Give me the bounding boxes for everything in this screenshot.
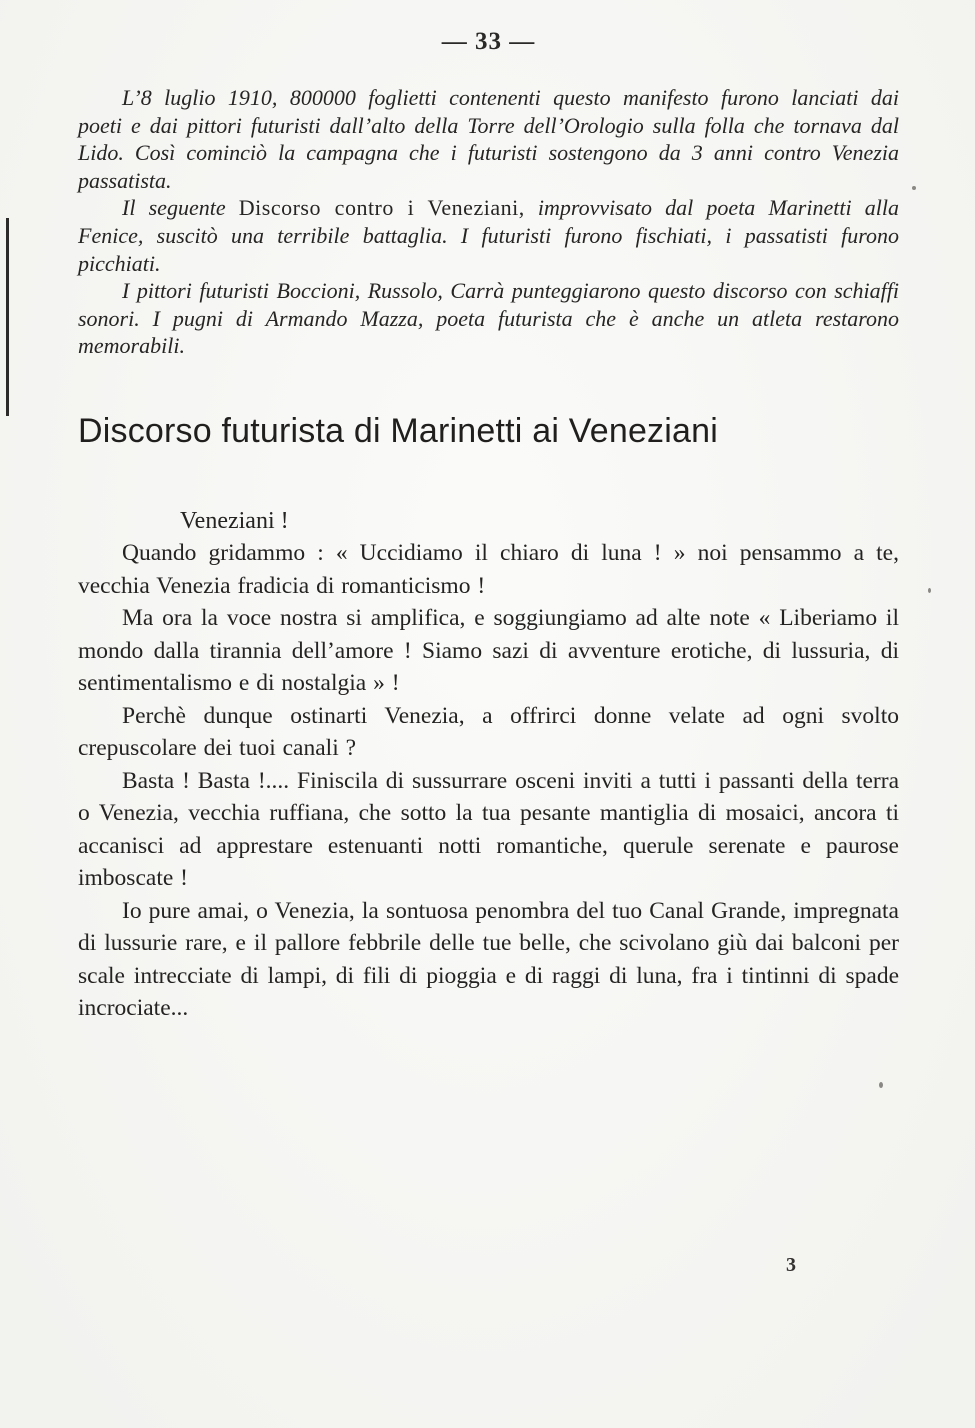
intro-paragraph-2-roman: Discorso contro i Veneziani, xyxy=(238,195,525,221)
scan-speck xyxy=(879,1082,883,1088)
margin-line xyxy=(6,218,9,416)
intro-paragraph-2 xyxy=(78,194,899,277)
page-number: — 33 — xyxy=(441,28,536,55)
speech-section xyxy=(78,505,899,1025)
intro-paragraph-2-pre: Il seguente xyxy=(122,195,239,221)
speech-paragraph-3: Perchè dunque ostinarti Venezia, a offrirci donne velate ad ogni svolto crepuscolare dei tuoi canali ? xyxy=(78,702,899,762)
intro-paragraph-1: L’8 luglio 1910, 800000 foglietti contenenti questo manifesto furono lanciati dai poeti e dai pittori futuristi dall’alto della Torre dell’Orologio sulla folla che tornava dal Lido. Così cominciò la campagna che i futuristi sostengono da 3 anni contro Venezia passatista. xyxy=(78,85,899,193)
speech-paragraph-1: Quando gridammo : « Uccidiamo il chiaro di luna ! » noi pensammo a te, vecchia Venezia fradicia di romanticismo ! xyxy=(78,540,899,599)
scan-speck xyxy=(912,186,916,190)
speech-paragraph-4: Basta ! Basta !.... Finiscila di sussurrare osceni inviti a tutti i passanti della terra o Venezia, vecchia ruffiana, che sotto la tua pesante mantiglia di mosaici, ancora ti accanisci ad apprestare estenuanti notti romantiche, querule serenate e paurose imboscate ! xyxy=(78,767,899,892)
intro-section xyxy=(78,84,899,360)
speech-paragraph-2: Ma ora la voce nostra si amplifica, e soggiungiamo ad alte note « Liberiamo il mondo dalla tirannia dell’amore ! Siamo sazi di avventure erotiche, di lussuria, di sentimentalismo e di nostalgia » ! xyxy=(78,605,899,697)
scan-speck xyxy=(928,588,931,593)
salutation: Veneziani ! xyxy=(180,507,289,534)
speech-paragraph-5: Io pure amai, o Venezia, la sontuosa penombra del tuo Canal Grande, impregnata di lussurie rare, e il pallore febbrile delle tue belle, che scivolano giù dai balconi per scale intrecciate di lampi, di fili di pioggia e di raggi di luna, fra i tintinni di spade incrociate... xyxy=(78,897,899,1022)
intro-paragraph-3: I pittori futuristi Boccioni, Russolo, Carrà punteggiarono questo discorso con schiaffi sonori. I pugni di Armando Mazza, poeta futurista che è anche un atleta restarono memorabili. xyxy=(78,278,899,359)
intro-paragraph-2-post: improvvisato dal poeta Marinetti alla Fenice, suscitò una terribile battaglia. I futuristi furono fischiati, i passatisti furono picchiati. xyxy=(78,195,899,276)
signature-mark: 3 xyxy=(786,1254,796,1276)
chapter-title: Discorso futurista di Marinetti ai Veneziani xyxy=(78,411,718,450)
